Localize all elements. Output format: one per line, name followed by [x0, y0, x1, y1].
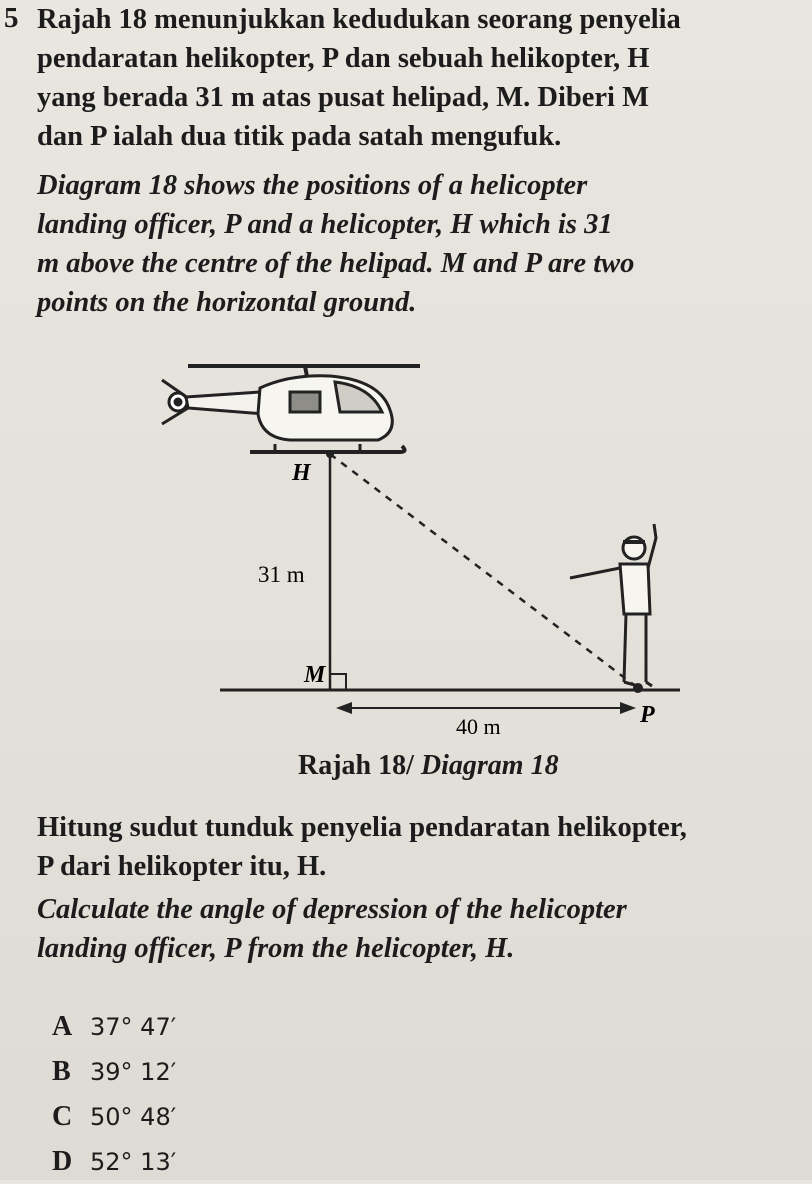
malay-intro-line: dan P ialah dua titik pada satah mengufuk. [37, 121, 562, 152]
english-question-line: Calculate the angle of depression of the helicopter [37, 894, 627, 925]
helicopter-icon [162, 366, 420, 452]
option-a[interactable] [52, 1004, 176, 1049]
height-label: 31 m [258, 562, 305, 587]
english-question-line: landing officer, P from the helicopter, H. [37, 933, 515, 964]
option-b[interactable] [52, 1049, 176, 1094]
caption-english: Diagram 18 [420, 750, 559, 781]
label-h: H [292, 460, 311, 486]
question-number: 5 [4, 2, 19, 34]
option-c[interactable] [52, 1094, 176, 1139]
option-letter: C [52, 1100, 73, 1132]
distance-label: 40 m [456, 714, 501, 739]
diagram-caption [298, 750, 559, 782]
malay-question-line: Hitung sudut tunduk penyelia pendaratan helikopter, [37, 812, 687, 843]
malay-question-line: P dari helikopter itu, H. [37, 851, 327, 882]
english-intro-line: points on the horizontal ground. [37, 287, 417, 318]
option-letter: B [52, 1055, 71, 1087]
label-m: M [304, 662, 326, 688]
english-intro-line: landing officer, P and a helicopter, H which is 31 [37, 209, 613, 240]
malay-intro-line: pendaratan helikopter, P dan sebuah helikopter, H [37, 43, 650, 74]
answer-options [52, 1004, 176, 1184]
malay-intro-line: yang berada 31 m atas pusat helipad, M. Diberi M [37, 82, 649, 113]
landing-officer-figure [570, 524, 656, 686]
option-value: 50° 48′ [90, 1102, 177, 1131]
malay-intro [37, 0, 797, 156]
option-value: 39° 12′ [90, 1057, 177, 1086]
helicopter-diagram [140, 352, 700, 752]
caption-malay: Rajah 18/ [298, 750, 414, 781]
option-value: 37° 47′ [90, 1012, 177, 1041]
english-intro [37, 166, 797, 322]
english-intro-line: m above the centre of the helipad. M and P are two [37, 248, 635, 279]
option-letter: A [52, 1010, 73, 1042]
option-d[interactable] [52, 1139, 176, 1184]
label-p: P [640, 702, 655, 728]
malay-intro-line: Rajah 18 menunjukkan kedudukan seorang penyelia [37, 4, 681, 35]
english-question [37, 890, 797, 968]
option-value: 52° 13′ [90, 1147, 177, 1176]
english-intro-line: Diagram 18 shows the positions of a helicopter [37, 170, 588, 201]
malay-question [37, 808, 797, 886]
option-letter: D [52, 1145, 73, 1177]
